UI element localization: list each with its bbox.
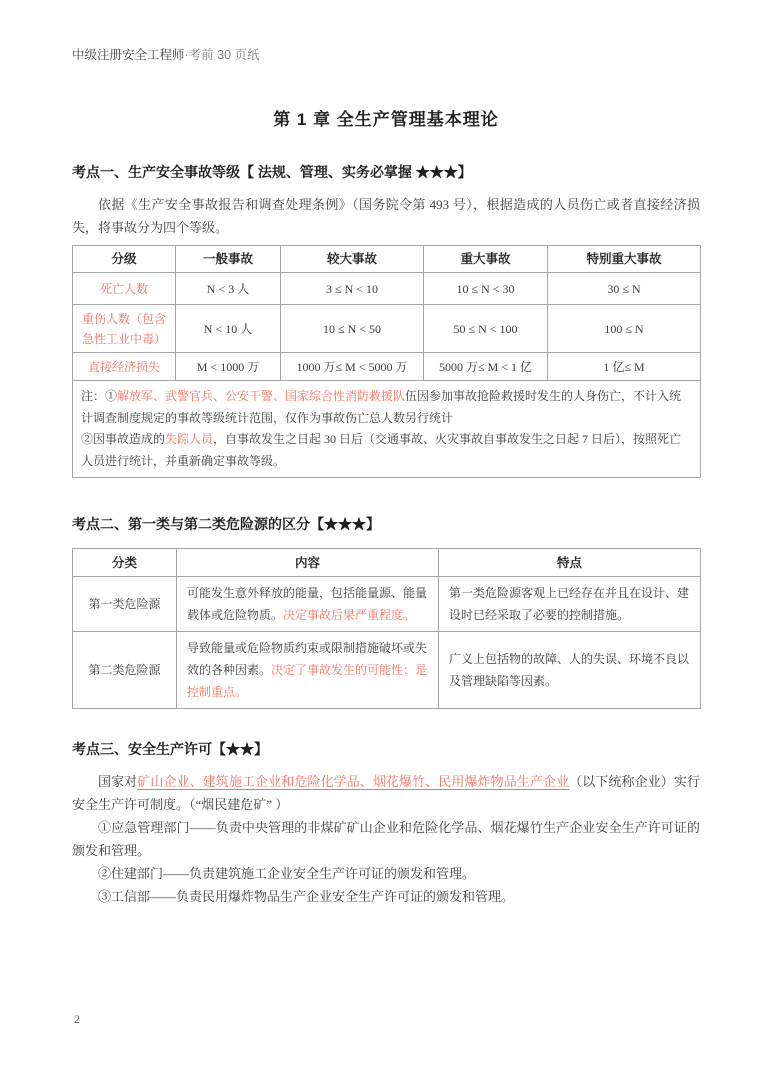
table-header-cell: 较大事故 [281,246,424,273]
numbered-item-2: ②住建部门——负责建筑施工企业安全生产许可证的颁发和管理。 [98,866,476,881]
table-cell-feature: 第一类危险源客观上已经存在并且在设计、建设时已经采取了必要的控制措施。 [439,577,701,632]
row-label: 第二类危险源 [73,632,177,709]
paragraph-text: 国家对 [98,774,138,789]
table-cell-content [177,632,439,709]
row-label: 死亡人数 [73,273,176,305]
doc-header [72,0,700,63]
note-text: ②因事故造成的 [81,432,166,446]
table-header-cell: 内容 [177,549,439,577]
page-title: 第 1 章 全生产管理基本理论 [273,110,499,129]
section-heading-production-permit: 考点三、安全生产许可【★★】 [72,741,268,757]
page-number: 2 [74,1012,80,1026]
table-cell: 10 ≤ N < 50 [281,305,424,353]
table-note-cell [73,381,701,478]
paragraph-text: （以下统称企业）实行安全生产许可制度。（“烟民建危矿” ） [72,774,700,812]
table-row-first-hazard [73,577,701,632]
table-header-cell: 一般事故 [176,246,281,273]
table-cell: N < 3 人 [176,273,281,305]
table-row-second-hazard [73,632,701,709]
note-text: 注：① [81,389,118,403]
table-cell: 10 ≤ N < 30 [424,273,548,305]
accident-grade-table [72,245,701,478]
table-cell: 3 ≤ N < 10 [281,273,424,305]
section-heading-hazard-sources: 考点二、第一类与第二类危险源的区分【★★★】 [72,516,380,532]
table-header-row [73,549,701,577]
cell-red-text: 决定了事故发生的可能性；是控制重点。 [187,663,428,699]
cell-text: 可能发生意外释放的能量，包括能量源、能量载体或危险物质。 [187,586,428,622]
table-cell: N < 10 人 [176,305,281,353]
table-row-deaths [73,273,701,305]
row-label: 第一类危险源 [73,577,177,632]
table-header-cell: 分级 [73,246,176,273]
permit-paragraph [72,770,700,816]
cell-text: 导致能量或危险物质约束或限制措施破坏或失效的各种因素。 [187,641,428,677]
table-row-economic-loss [73,353,701,381]
table-header-cell: 分类 [73,549,177,577]
note-text: ，自事故发生之日起 30 日后（交通事故、火灾事故自事故发生之日起 7 日后），按照死亡人员进行统计，并重新确定事故等级。 [81,432,682,468]
table-header-row [73,246,701,273]
section-heading-accident-grades: 考点一、生产安全事故等级【 法规、管理、实务必掌握 ★★★】 [72,164,472,180]
table-header-cell: 重大事故 [424,246,548,273]
table-row-injuries [73,305,701,353]
note-red-text: 失踪人员 [165,432,214,446]
note-paragraph-2 [81,429,692,472]
table-cell-feature: 广义上包括物的故障、人的失误、环境不良以及管理缺陷等因素。 [439,632,701,709]
table-cell: M < 1000 万 [176,353,281,381]
row-label: 直接经济损失 [73,353,176,381]
note-text: 伍因参加事故抢险救援时发生的人身伤亡，不计入统计调查制度规定的事故等级统计范围，仅作为事故伤亡总人数另行统计 [81,389,682,425]
note-paragraph-1 [81,386,692,429]
table-header-cell: 特点 [439,549,701,577]
table-cell: 30 ≤ N [548,273,701,305]
numbered-item-3: ③工信部——负责民用爆炸物品生产企业安全生产许可证的颁发和管理。 [98,889,515,904]
table-cell: 5000 万≤ M < 1 亿 [424,353,548,381]
table-header-cell: 特别重大事故 [548,246,701,273]
table-cell: 50 ≤ N < 100 [424,305,548,353]
hazard-source-table [72,548,701,709]
numbered-item-1: ①应急管理部门——负责中央管理的非煤矿矿山企业和危险化学品、烟花爆竹生产企业安全生产许可证的颁发和管理。 [72,820,700,858]
table-cell: 100 ≤ N [548,305,701,353]
table-cell-content [177,577,439,632]
paragraph-red-underline-text: 矿山企业、建筑施工企业和危险化学品、烟花爆竹、民用爆炸物品生产企业 [137,774,570,789]
table-cell: 1 亿≤ M [548,353,701,381]
cell-red-text: 决定事故后果严重程度。 [283,608,416,622]
row-label: 重伤人数（包含急性工业中毒） [73,305,176,353]
note-red-text: 解放军、武警官兵、公安干警、国家综合性消防救援队 [117,389,406,403]
table-note-row [73,381,701,478]
doc-header-title: 中级注册安全工程师 [72,48,185,62]
table-cell: 1000 万≤ M < 5000 万 [281,353,424,381]
doc-header-subtitle: ·考前 30 页纸 [184,48,260,62]
intro-paragraph: 依据《生产安全事故报告和调查处理条例》（国务院令第 493 号），根据造成的人员伤亡或者直接经济损失，将事故分为四个等级。 [72,197,700,235]
